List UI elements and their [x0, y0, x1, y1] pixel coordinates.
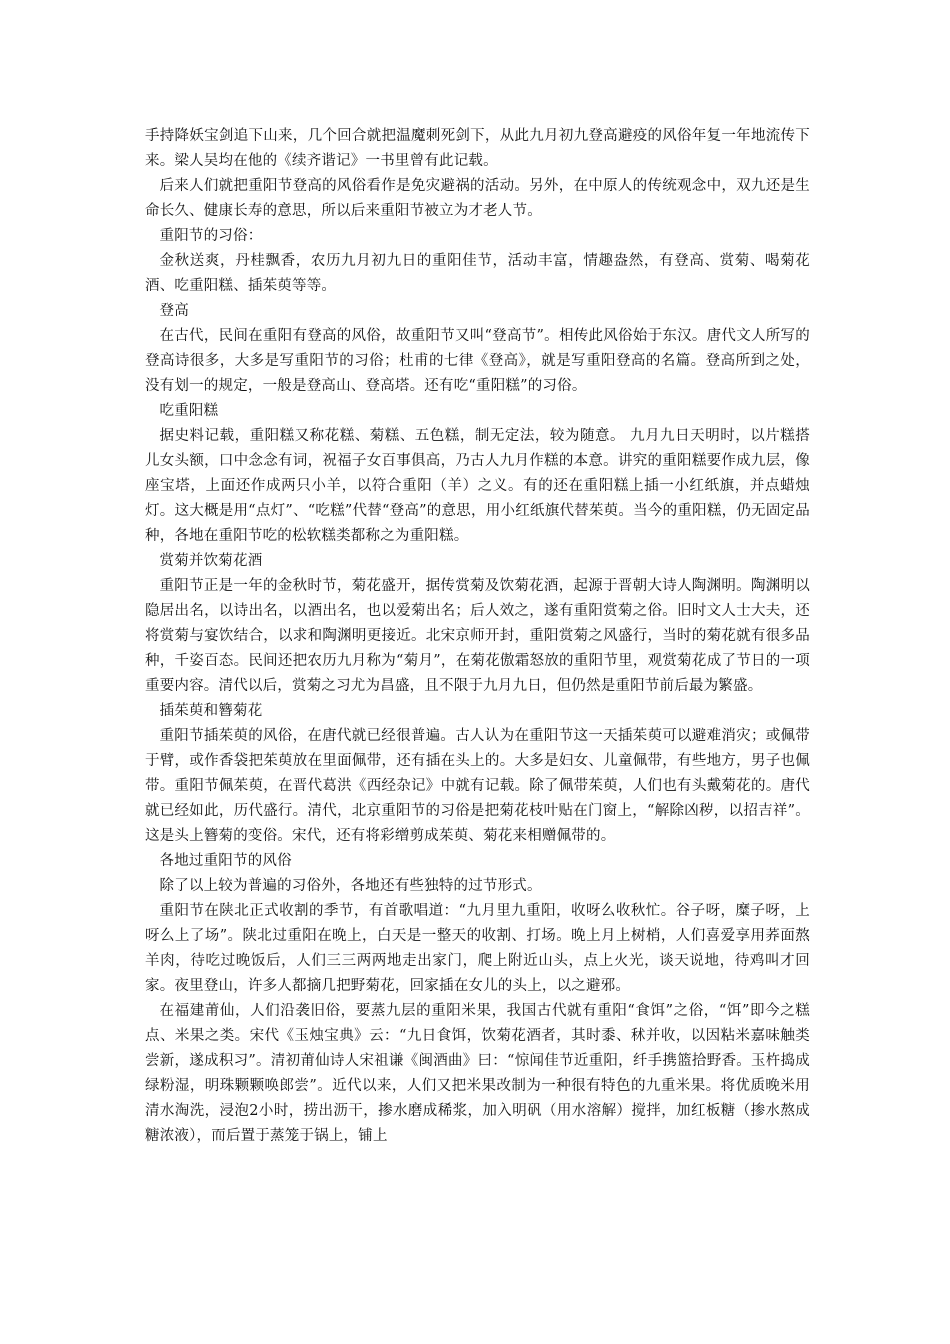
- paragraph: 在福建莆仙，人们沿袭旧俗，要蒸九层的重阳米果，我国古代就有重阳“食饵”之俗，“饵”即今之糕点、米果之类。宋代《玉烛宝典》云：“九日食饵，饮菊花酒者，其时黍、秫并收，以因粘米嘉味触类尝新，遂成积习”。清初莆仙诗人宋祖谦《闽酒曲》曰：“惊闻佳节近重阳，纤手携篮拾野香。玉杵捣成绿粉湿，明珠颗颗唤郎尝”。近代以来，人们又把米果改制为一种很有特色的九重米果。将优质晚米用清水淘洗，浸泡2小时，捞出沥干，掺水磨成稀浆，加入明矾（用水溶解）搅拌，加红板糖（掺水熬成糖浓液），而后置于蒸笼于锅上，铺上: [145, 1003, 810, 1144]
- paragraph: 据史料记载，重阳糕又称花糕、菊糕、五色糕，制无定法，较为随意。 九月九日天明时，以片糕搭儿女头额，口中念念有词，祝福子女百事俱高，乃古人九月作糕的本意。讲究的重阳糕要作成九层，像座宝塔，上面还作成两只小羊，以符合重阳（羊）之义。有的还在重阳糕上插一小红纸旗，并点蜡烛灯。这大概是用“点灯”、“吃糕”代替“登高”的意思，用小红纸旗代替茱萸。当今的重阳糕，仍无固定品种，各地在重阳节吃的松软糕类都称之为重阳糕。: [145, 428, 810, 544]
- document-body: [145, 124, 810, 1149]
- section-heading: 登高: [159, 303, 189, 319]
- section-heading: 吃重阳糕: [159, 403, 219, 419]
- paragraph: 后来人们就把重阳节登高的风俗看作是免灾避祸的活动。另外，在中原人的传统观念中，双九还是生命长久、健康长寿的意思，所以后来重阳节被立为才老人节。: [145, 178, 810, 219]
- paragraph: 除了以上较为普遍的习俗外，各地还有些独特的过节形式。: [159, 878, 542, 894]
- section-heading: 插茱萸和簪菊花: [159, 703, 263, 719]
- paragraph: 在古代，民间在重阳有登高的风俗，故重阳节又叫“登高节”。相传此风俗始于东汉。唐代文人所写的登高诗很多，大多是写重阳节的习俗；杜甫的七律《登高》，就是写重阳登高的名篇。登高所到之处，没有划一的规定，一般是登高山、登高塔。还有吃“重阳糕”的习俗。: [145, 328, 810, 394]
- paragraph: 重阳节插茱萸的风俗，在唐代就已经很普遍。古人认为在重阳节这一天插茱萸可以避难消灾；或佩带于臂，或作香袋把茱萸放在里面佩带，还有插在头上的。大多是妇女、儿童佩带，有些地方，男子也佩带。重阳节佩茱萸，在晋代葛洪《西经杂记》中就有记载。除了佩带茱萸，人们也有头戴菊花的。唐代就已经如此，历代盛行。清代，北京重阳节的习俗是把菊花枝叶贴在门窗上，“解除凶秽，以招吉祥”。这是头上簪菊的变俗。宋代，还有将彩缯剪成茱萸、菊花来相赠佩带的。: [145, 728, 810, 844]
- paragraph: 重阳节在陕北正式收割的季节，有首歌唱道：“九月里九重阳，收呀么收秋忙。谷子呀，糜子呀，上呀么上了场”。陕北过重阳在晚上，白天是一整天的收割、打场。晚上月上树梢，人们喜爱享用荞面熬羊肉，待吃过晚饭后，人们三三两两地走出家门，爬上附近山头，点上火光，谈天说地，待鸡叫才回家。夜里登山，许多人都摘几把野菊花，回家插在女儿的头上，以之避邪。: [145, 903, 810, 994]
- paragraph: 金秋送爽，丹桂飘香，农历九月初九日的重阳佳节，活动丰富，情趣盎然，有登高、赏菊、喝菊花酒、吃重阳糕、插茱萸等等。: [145, 253, 810, 294]
- section-heading: 各地过重阳节的风俗: [159, 853, 292, 869]
- section-heading: 重阳节的习俗：: [159, 228, 263, 244]
- paragraph: 重阳节正是一年的金秋时节，菊花盛开，据传赏菊及饮菊花酒，起源于晋朝大诗人陶渊明。陶渊明以隐居出名，以诗出名，以酒出名，也以爱菊出名；后人效之，遂有重阳赏菊之俗。旧时文人士大夫，还将赏菊与宴饮结合，以求和陶渊明更接近。北宋京师开封，重阳赏菊之风盛行，当时的菊花就有很多品种，千姿百态。民间还把农历九月称为“菊月”，在菊花傲霜怒放的重阳节里，观赏菊花成了节日的一项重要内容。清代以后，赏菊之习尤为昌盛，且不限于九月九日，但仍然是重阳节前后最为繁盛。: [145, 578, 810, 694]
- paragraph: 手持降妖宝剑追下山来，几个回合就把温魔刺死剑下，从此九月初九登高避疫的风俗年复一年地流传下来。梁人吴均在他的《续齐谐记》一书里曾有此记载。: [145, 128, 810, 169]
- section-heading: 赏菊并饮菊花酒: [159, 553, 263, 569]
